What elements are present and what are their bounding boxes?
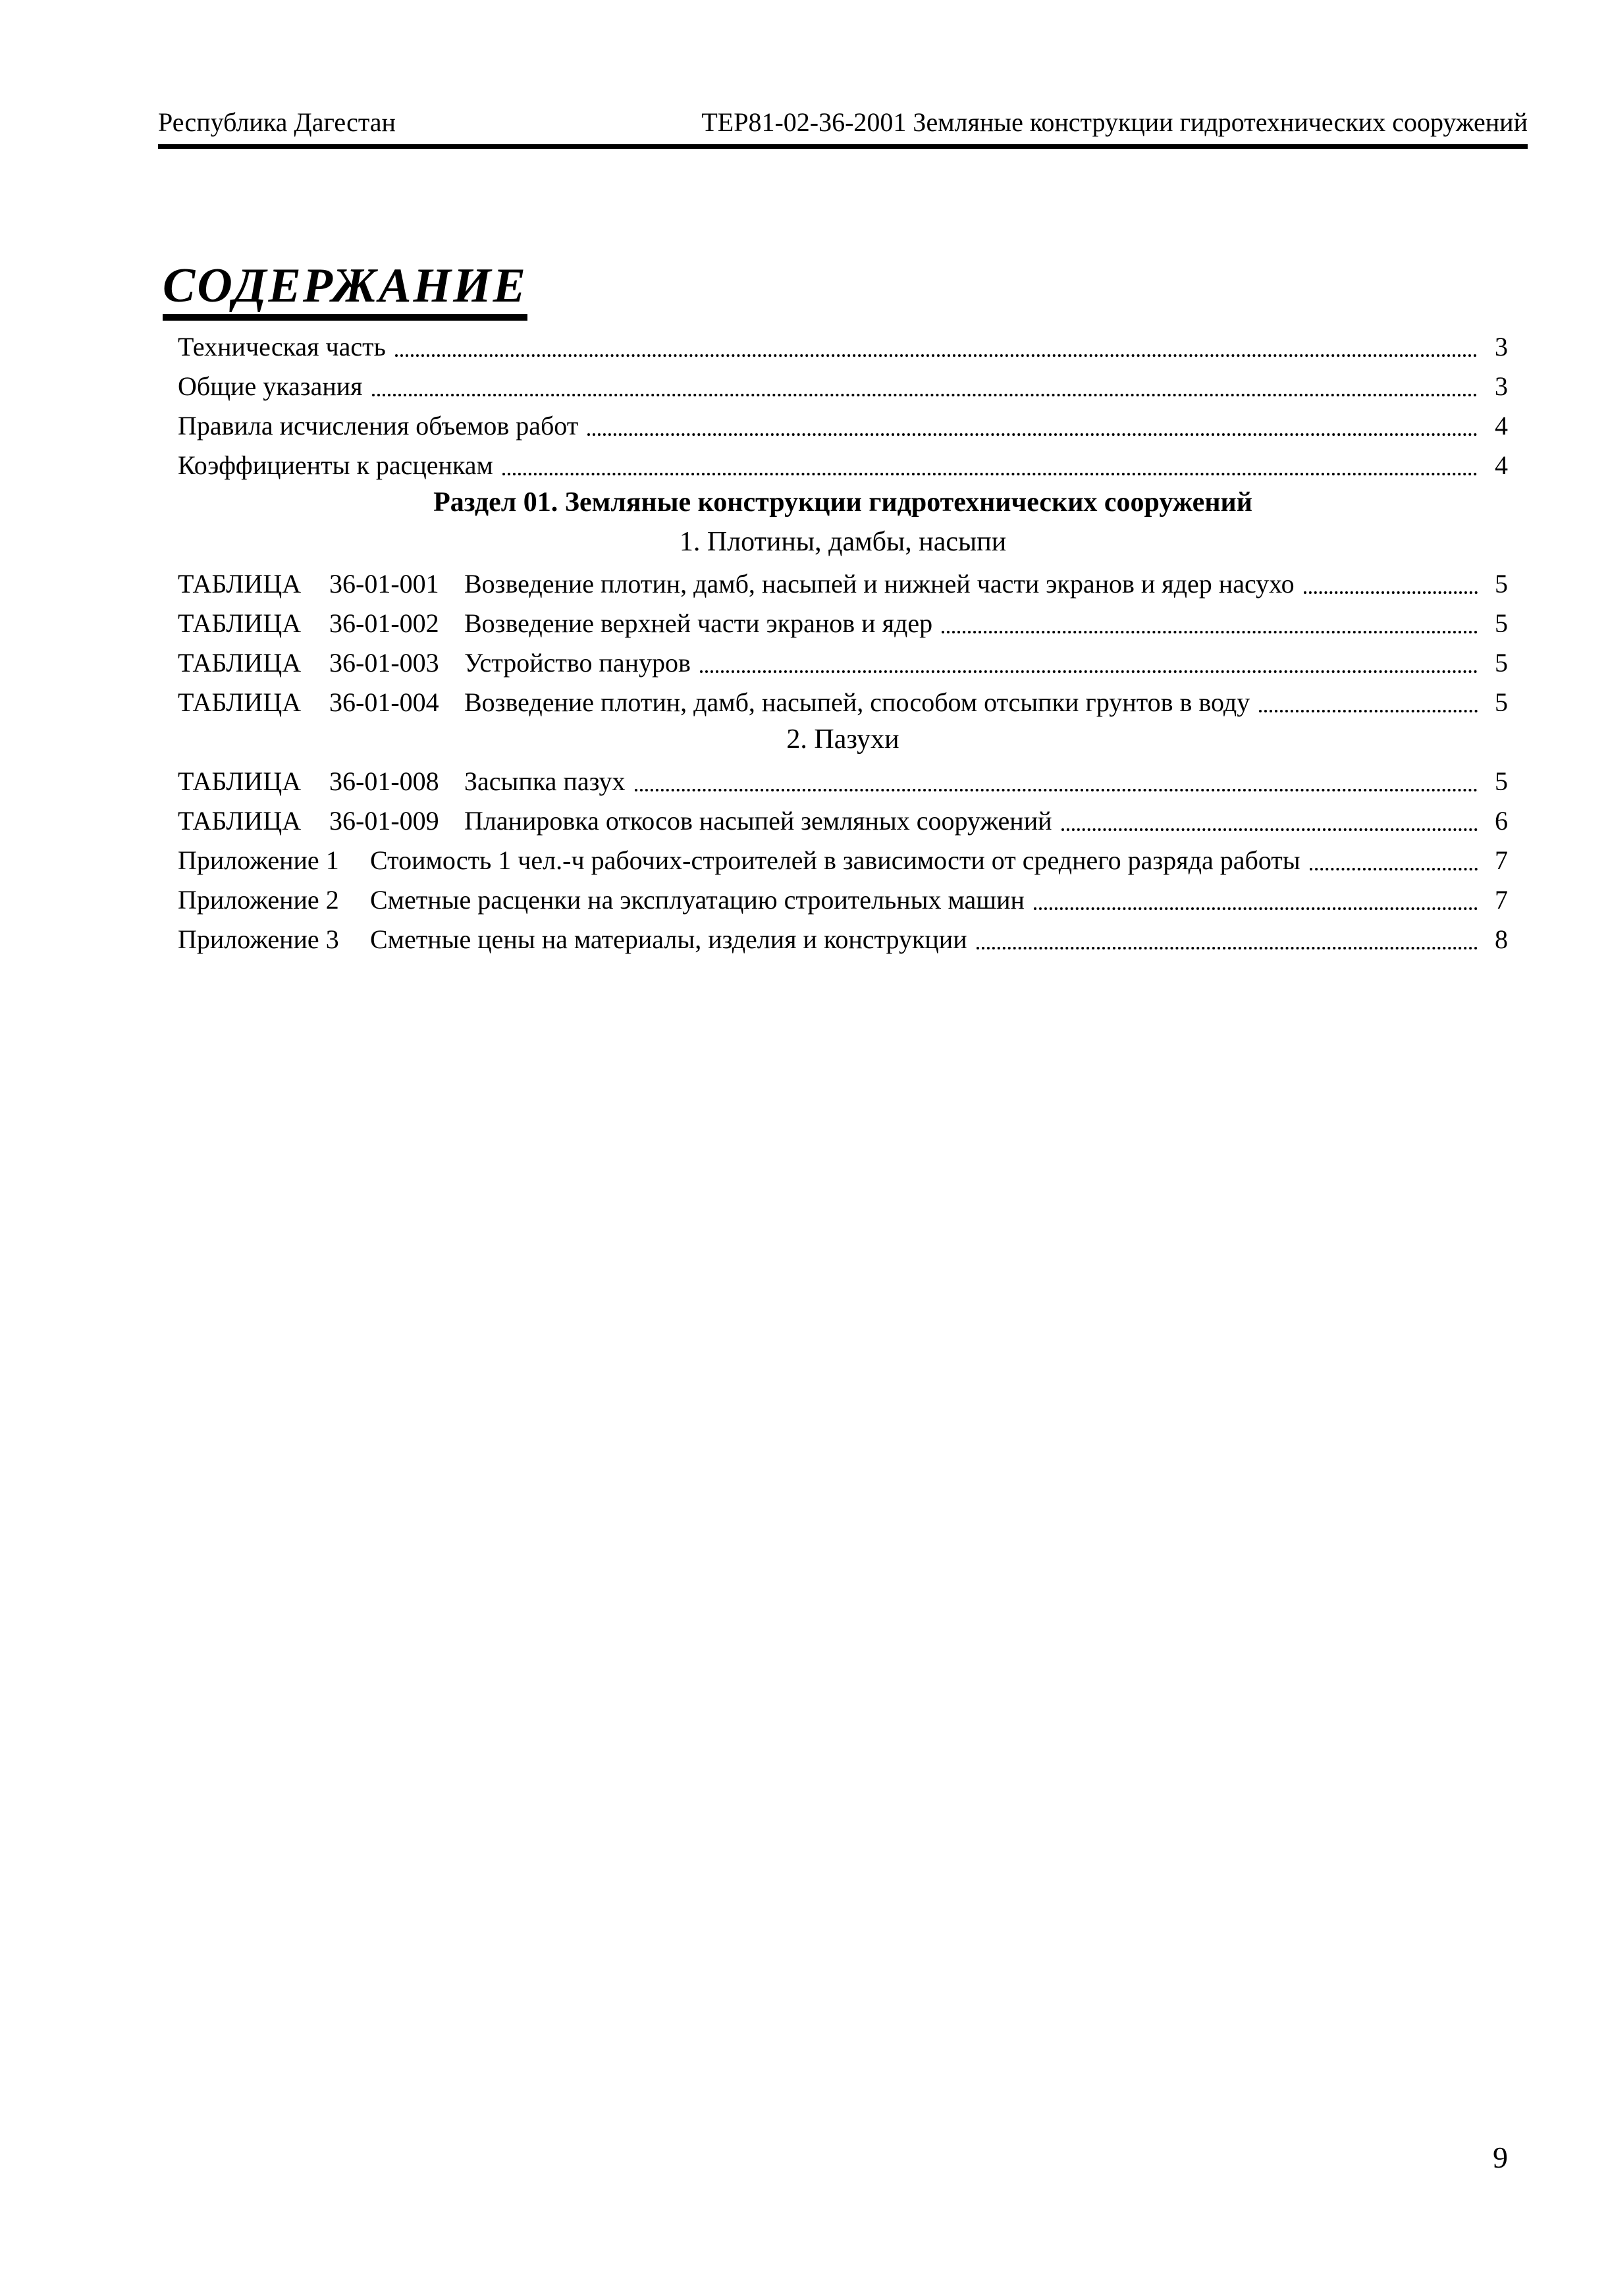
entry-code: 36-01-008 xyxy=(329,766,439,796)
entry-title: Засыпка пазух xyxy=(464,766,626,796)
dot-leader xyxy=(395,354,1478,357)
entry-kind-label: Приложение 3 xyxy=(178,924,339,954)
entry-page-number: 3 xyxy=(1495,332,1508,361)
dot-leader xyxy=(977,947,1478,949)
dot-leader xyxy=(1304,591,1478,594)
toc-entry-row xyxy=(178,602,1508,642)
subsection-heading-text: 2. Пазухи xyxy=(786,724,899,755)
entry-page-number: 5 xyxy=(1495,569,1508,599)
entry-title: Сметные расценки на эксплуатацию строительных машин xyxy=(370,885,1025,915)
toc-entry-row xyxy=(178,642,1508,681)
toc-subsection-heading-row xyxy=(178,721,1508,761)
toc-entry-row xyxy=(178,840,1508,879)
toc-subsection-heading-row xyxy=(178,523,1508,563)
toc-entry-row xyxy=(178,800,1508,840)
dot-leader xyxy=(1310,868,1478,870)
entry-title: Планировка откосов насыпей земляных сооружений xyxy=(464,806,1052,836)
entry-page-number: 5 xyxy=(1495,766,1508,796)
entry-page-number: 5 xyxy=(1495,687,1508,717)
entry-code: 36-01-002 xyxy=(329,608,439,638)
toc-entry-row xyxy=(178,879,1508,919)
toc-section-heading-row xyxy=(178,484,1508,523)
toc-entry-row xyxy=(178,405,1508,444)
entry-page-number: 5 xyxy=(1495,608,1508,638)
entry-kind-label: ТАБЛИЦА xyxy=(178,806,302,836)
entry-title: Правила исчисления объемов работ xyxy=(178,411,579,441)
dot-leader xyxy=(700,670,1478,673)
table-of-contents xyxy=(178,326,1508,958)
page-title: СОДЕРЖАНИЕ xyxy=(163,261,527,321)
toc-entry-row xyxy=(178,563,1508,602)
entry-page-number: 4 xyxy=(1495,450,1508,480)
dot-leader xyxy=(1259,710,1478,712)
entry-code: 36-01-009 xyxy=(329,806,439,836)
entry-kind-label: ТАБЛИЦА xyxy=(178,648,302,678)
dot-leader xyxy=(1061,828,1478,831)
entry-page-number: 7 xyxy=(1495,885,1508,915)
toc-entry-row xyxy=(178,919,1508,958)
dot-leader xyxy=(942,631,1478,633)
entry-title: Возведение плотин, дамб, насыпей и нижней части экранов и ядер насухо xyxy=(464,569,1295,599)
entry-title: Техническая часть xyxy=(178,332,386,361)
entry-title: Стоимость 1 чел.-ч рабочих-строителей в зависимости от среднего разряда работы xyxy=(370,845,1300,875)
page-number: 9 xyxy=(1493,2141,1508,2174)
toc-entry-row xyxy=(178,681,1508,721)
entry-kind-label: ТАБЛИЦА xyxy=(178,687,302,717)
subsection-heading-text: 1. Плотины, дамбы, насыпи xyxy=(679,527,1007,557)
page-header xyxy=(158,107,1528,138)
toc-entry-row xyxy=(178,761,1508,800)
entry-title: Сметные цены на материалы, изделия и конструкции xyxy=(370,924,967,954)
entry-kind-label: ТАБЛИЦА xyxy=(178,766,302,796)
toc-entry-row xyxy=(178,326,1508,365)
entry-title: Устройство пануров xyxy=(464,648,691,678)
header-rule xyxy=(158,144,1528,149)
dot-leader xyxy=(502,473,1478,475)
entry-title: Возведение верхней части экранов и ядер xyxy=(464,608,933,638)
entry-kind-label: ТАБЛИЦА xyxy=(178,608,302,638)
section-heading-text: Раздел 01. Земляные конструкции гидротехнических сооружений xyxy=(433,487,1252,518)
header-left-text: Республика Дагестан xyxy=(158,107,396,137)
entry-page-number: 4 xyxy=(1495,411,1508,441)
entry-kind-label: Приложение 2 xyxy=(178,885,339,915)
header-right-text: ТЕР81-02-36-2001 Земляные конструкции гидротехнических сооружений xyxy=(701,107,1528,137)
entry-page-number: 6 xyxy=(1495,806,1508,836)
toc-entry-row xyxy=(178,365,1508,405)
entry-code: 36-01-001 xyxy=(329,569,439,599)
entry-title: Возведение плотин, дамб, насыпей, способом отсыпки грунтов в воду xyxy=(464,687,1250,717)
entry-title: Общие указания xyxy=(178,371,363,401)
entry-kind-label: ТАБЛИЦА xyxy=(178,569,302,599)
entry-page-number: 3 xyxy=(1495,371,1508,401)
dot-leader xyxy=(587,433,1478,436)
entry-page-number: 8 xyxy=(1495,924,1508,954)
entry-code: 36-01-003 xyxy=(329,648,439,678)
entry-kind-label: Приложение 1 xyxy=(178,845,339,875)
entry-page-number: 5 xyxy=(1495,648,1508,678)
entry-page-number: 7 xyxy=(1495,845,1508,875)
entry-title: Коэффициенты к расценкам xyxy=(178,450,493,480)
entry-code: 36-01-004 xyxy=(329,687,439,717)
dot-leader xyxy=(372,394,1478,396)
dot-leader xyxy=(1034,907,1478,910)
toc-entry-row xyxy=(178,444,1508,484)
dot-leader xyxy=(635,789,1478,791)
